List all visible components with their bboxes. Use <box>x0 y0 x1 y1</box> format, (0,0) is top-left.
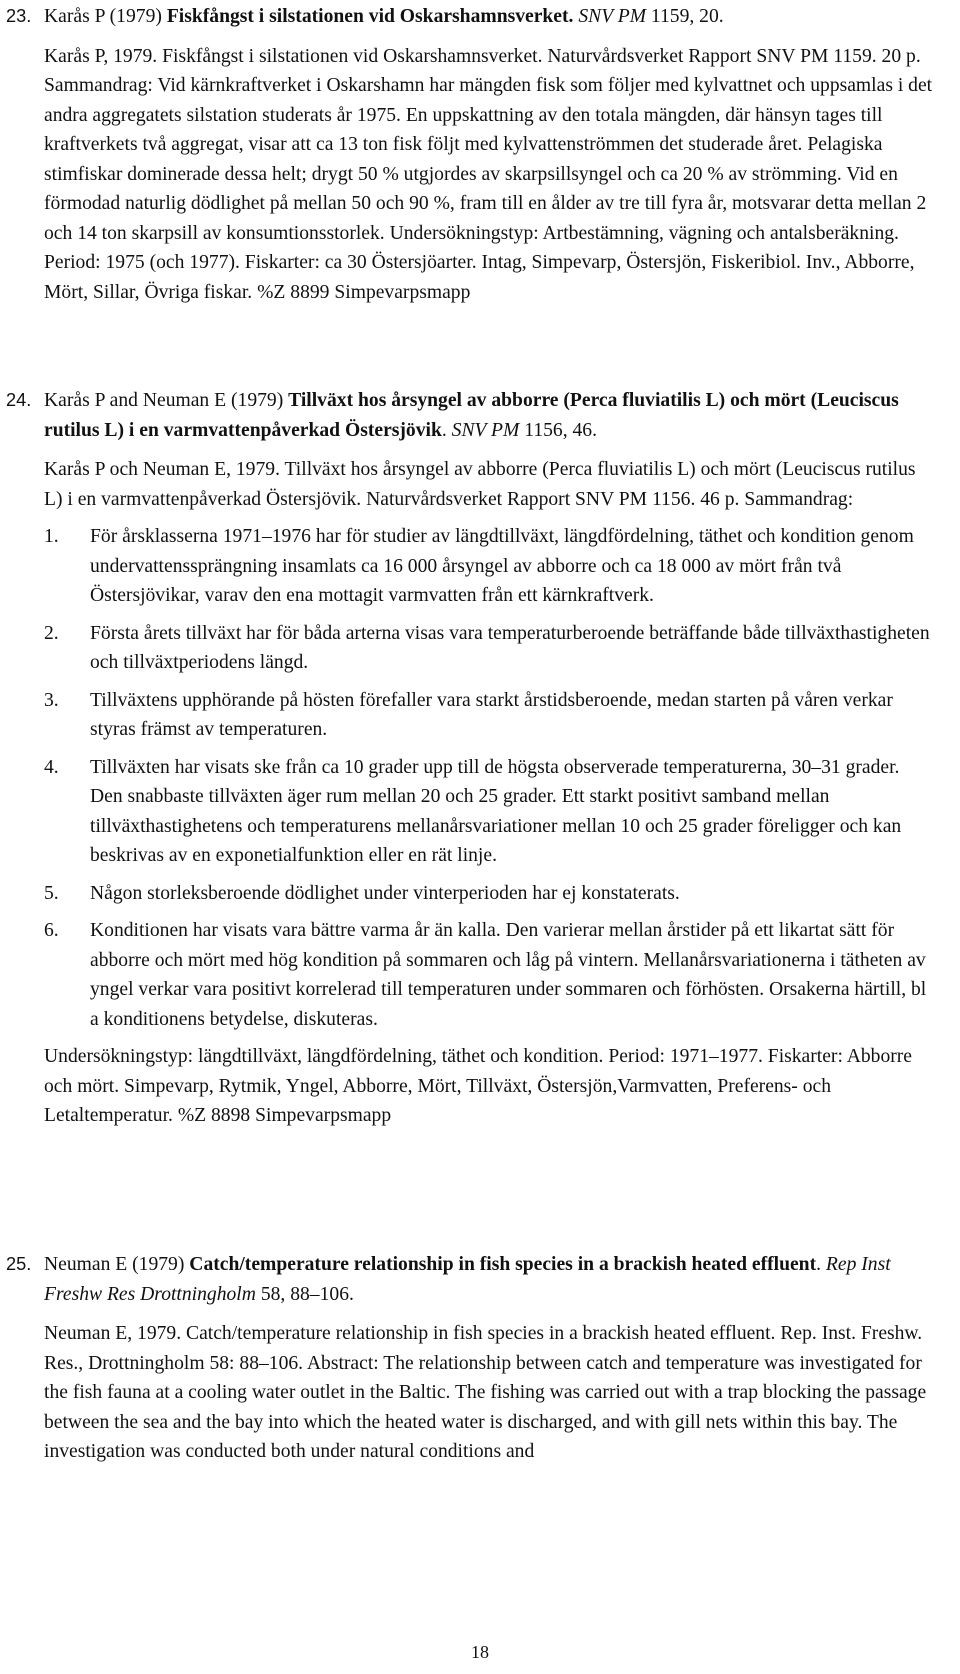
summary-points <box>44 522 936 1034</box>
list-item-text: Tillväxtens upphörande på hösten förefaller vara starkt årstidsberoende, medan starten på våren verkar styras främst av temperaturen. <box>90 689 893 740</box>
reference-entry-25 <box>6 1250 936 1467</box>
citation-authors: Neuman E (1979) <box>44 1254 185 1275</box>
citation-authors: Karås P and Neuman E (1979) <box>44 390 284 411</box>
summary-intro: Karås P och Neuman E, 1979. Tillväxt hos årsyngel av abborre (Perca fluviatilis L) och mört (Leuciscus rutilus L) i en varmvattenpåverkad Östersjövik. Naturvårdsverket Rapport SNV PM 1156. 46 p. Sammandrag: <box>44 459 916 510</box>
entry-body <box>44 386 936 1131</box>
citation-volume-pages: 1159, 20. <box>650 6 724 27</box>
list-item-number: 1. <box>44 526 59 547</box>
page-number: 18 <box>471 1642 489 1662</box>
citation-journal: SNV PM <box>451 419 520 441</box>
list-item <box>44 753 936 871</box>
citation-journal: Rep Inst Freshw Res Drottningholm <box>44 1254 891 1305</box>
summary-paragraph: Neuman E, 1979. Catch/temperature relationship in fish species in a brackish heated effluent. Rep. Inst. Freshw. Res., Drottningholm 58: 88–106. Abstract: The relationship between catch and temperature was investigated for the fish fauna at a cooling water outlet in the Baltic. The fishing was carried out with a trap blocking the passage between the sea and the bay into which the heated water is discharged, and with gill nets within this bay. The investigation was conducted both under natural conditions and <box>44 1323 927 1462</box>
citation-title-end: . <box>816 1254 822 1275</box>
list-item-number: 5. <box>44 882 59 904</box>
list-item-number: 3. <box>44 689 59 711</box>
citation-line <box>44 386 936 445</box>
citation-line <box>44 1250 936 1309</box>
citation-title-end: . <box>441 419 447 441</box>
list-item <box>44 879 936 909</box>
citation-title: Tillväxt hos årsyngel av abborre (Perca fluviatilis L) och mört (Leuciscus rutilus L) i en varmvattenpåverkad Östersjövik <box>44 390 899 441</box>
entry-body <box>44 1250 936 1467</box>
citation-line <box>44 2 936 32</box>
citation-title: Catch/temperature relationship in fish species in a brackish heated effluent <box>189 1254 817 1275</box>
list-item-number: 2. <box>44 622 59 644</box>
entry-number: 24. <box>6 390 32 410</box>
list-item-number: 4. <box>44 756 59 778</box>
citation-title: Fiskfångst i silstationen vid Oskarshamnsverket. <box>166 6 574 27</box>
entry-number: 25. <box>6 1254 32 1274</box>
reference-entry-23 <box>6 2 936 307</box>
list-item <box>44 522 936 611</box>
list-item-text: Första årets tillväxt har för båda arterna visas vara temperaturberoende beträffande både tillväxthastigheten och tillväxtperiodens längd. <box>90 622 930 673</box>
summary-outro: Undersökningstyp: längdtillväxt, längdfördelning, täthet och kondition. Period: 1971–1977. Fiskarter: Abborre och mört. Simpevarp, Rytmik, Yngel, Abborre, Mört, Tillväxt, Östersjön,Varmvatten, Preferens- och Letaltemperatur. %Z 8898 Simpevarpsmapp <box>44 1046 912 1126</box>
entry-number: 23. <box>6 6 32 26</box>
list-item-number: 6. <box>44 920 59 941</box>
list-item <box>44 916 936 1034</box>
citation-journal: SNV PM <box>578 6 647 27</box>
list-item-text: Någon storleksberoende dödlighet under vinterperioden har ej konstaterats. <box>90 882 680 904</box>
reference-entry-24 <box>6 386 936 1131</box>
list-item <box>44 619 936 678</box>
entry-body <box>44 2 936 307</box>
citation-volume-pages: 58, 88–106. <box>260 1283 354 1305</box>
list-item-text: För årsklasserna 1971–1976 har för studier av längdtillväxt, längdfördelning, täthet och kondition genom undervattenssprängning insamlats ca 16 000 årsyngel av abborre och ca 18 000 av mört från två Östersjövikar, varav den ena mottagit varmvatten från ett kärnkraftverk. <box>90 526 914 606</box>
summary-paragraph: Karås P, 1979. Fiskfångst i silstationen vid Oskarshamnsverket. Naturvårdsverket Rapport SNV PM 1159. 20 p. Sammandrag: Vid kärnkraftverket i Oskarshamn har mängden fisk som följer med kylvattnet och uppsamlas i det andra aggregatets silstation studerats år 1975. En uppskattning av den totala mängden, där hänsyn tages till kraftverkets två aggregat, visar att ca 13 ton fisk följt med kylvattenströmmen det studerade året. Pelagiska stimfiskar dominerade dessa helt; drygt 50 % utgjordes av skarpsillsyngel och ca 20 % av strömming. Vid en förmodad naturlig dödlighet på mellan 50 och 90 %, fram till en ålder av tre till fyra år, motsvarar detta mellan 2 och 14 ton skarpsill av konsumtionsstorlek. Undersökningstyp: Artbestämning, vägning och antalsberäkning. Period: 1975 (och 1977). Fiskarter: ca 30 Östersjöarter. Intag, Simpevarp, Östersjön, Fiskeribiol. Inv., Abborre, Mört, Sillar, Övriga fiskar. %Z 8899 Simpevarpsmapp <box>44 45 933 303</box>
list-item-text: Konditionen har visats vara bättre varma år än kalla. Den varierar mellan årstider på ett likartat sätt för abborre och mört med hög kondition på sommaren och låg på vintern. Mellanårsvariationerna i tätheten av yngel verkar vara positivt korrelerad till temperaturen under sommaren och förhösten. Orsakerna härtill, bl a konditionens betydelse, diskuteras. <box>90 920 927 1030</box>
list-item-text: Tillväxten har visats ske från ca 10 grader upp till de högsta observerade temperaturerna, 30–31 grader. Den snabbaste tillväxten äger rum mellan 20 och 25 grader. Ett starkt positivt samband mellan tillväxthastighetens och temperaturens mellanårsvariationer mellan 10 och 25 grader föreligger och kan beskrivas av en exponetialfunktion eller en rät linje. <box>90 756 902 866</box>
citation-volume-pages: 1156, 46. <box>524 419 597 441</box>
citation-authors: Karås P (1979) <box>44 6 162 27</box>
list-item <box>44 686 936 745</box>
